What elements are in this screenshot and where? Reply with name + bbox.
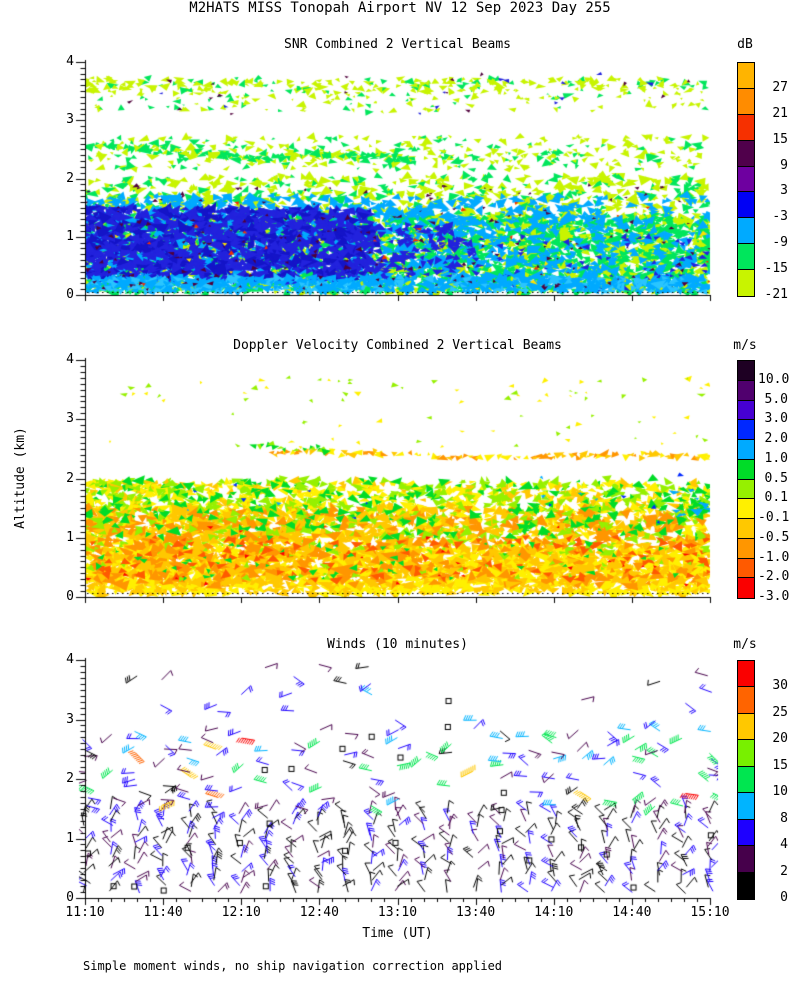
x-tick-label: 12:10 [221, 905, 261, 920]
y-tick-label: 1 [66, 529, 74, 545]
colorbar-tick-label: 30 [772, 678, 788, 694]
x-tick-label: 12:40 [299, 905, 339, 920]
colorbar-tick-label: 4 [780, 837, 788, 853]
colorbar-tick-label: 5.0 [764, 391, 788, 407]
colorbar-cell [738, 244, 754, 270]
colorbar-cell [738, 661, 754, 687]
y-tick-label: 2 [66, 170, 74, 186]
x-tick-label: 13:10 [377, 905, 418, 920]
colorbar-tick-label: -2.0 [758, 569, 790, 585]
y-tick-label: 3 [66, 711, 74, 727]
colorbar-cell [738, 519, 754, 539]
colorbar-tick-label: 21 [772, 105, 788, 121]
colorbar-cell [738, 846, 754, 872]
colorbar-tick-label: -3 [772, 209, 788, 225]
colorbar-doppler [737, 360, 755, 599]
colorbar-cell [738, 381, 754, 401]
panel-title-winds: Winds (10 minutes) [327, 637, 468, 652]
colorbar-cell [738, 63, 754, 89]
colorbar-cell [738, 440, 754, 460]
colorbar-tick-label: -1.0 [758, 549, 790, 565]
panel-title-snr: SNR Combined 2 Vertical Beams [284, 37, 511, 52]
colorbar-tick-label: 25 [772, 704, 788, 720]
colorbar-cell [738, 820, 754, 846]
colorbar-tick-label: 2.0 [764, 431, 788, 446]
colorbar-cell [738, 141, 754, 167]
colorbar-tick-label: -15 [764, 261, 788, 277]
colorbar-cell [738, 420, 754, 440]
footnote: Simple moment winds, no ship navigation correction applied [83, 959, 503, 973]
colorbar-unit-winds: m/s [733, 637, 757, 652]
colorbar-cell [738, 767, 754, 793]
x-axis-label: Time (UT) [362, 926, 433, 941]
x-tick-label: 14:10 [534, 905, 574, 920]
x-tick-label: 13:40 [456, 905, 496, 920]
colorbar-tick-label: 15 [772, 131, 788, 147]
colorbar-cell [738, 361, 754, 381]
colorbar-cell [738, 270, 754, 296]
colorbar-cell [738, 687, 754, 713]
colorbar-tick-label: 27 [772, 79, 788, 95]
colorbar-snr [737, 62, 755, 297]
y-tick-label: 1 [66, 830, 74, 846]
colorbar-cell [738, 480, 754, 500]
y-tick-label: 4 [66, 652, 74, 667]
y-tick-label: 0 [66, 890, 74, 905]
colorbar-tick-label: 0.5 [764, 470, 788, 486]
colorbar-cell [738, 873, 754, 899]
colorbar-tick-label: 8 [780, 810, 788, 826]
colorbar-tick-label: 0 [780, 890, 788, 905]
y-tick-label: 3 [66, 411, 74, 427]
y-tick-label: 3 [66, 112, 74, 128]
colorbar-cell [738, 192, 754, 218]
colorbar-tick-label: -9 [772, 235, 788, 251]
colorbar-cell [738, 499, 754, 519]
x-tick-label: 11:40 [143, 905, 183, 920]
colorbar-cell [738, 714, 754, 740]
y-axis-label: Altitude (km) [13, 427, 28, 529]
colorbar-tick-label: 0.1 [764, 490, 788, 506]
colorbar-tick-label: 10.0 [758, 371, 790, 387]
colorbar-cell [738, 578, 754, 598]
colorbar-tick-label: 1.0 [764, 450, 788, 466]
colorbar-unit-snr: dB [737, 37, 753, 52]
figure-title: M2HATS MISS Tonopah Airport NV 12 Sep 2023 Day 255 [189, 0, 611, 16]
panel-title-doppler: Doppler Velocity Combined 2 Vertical Beams [233, 338, 562, 353]
colorbar-tick-label: 20 [772, 731, 788, 747]
colorbar-cell [738, 218, 754, 244]
colorbar-tick-label: 2 [780, 863, 788, 879]
y-tick-label: 1 [66, 228, 74, 244]
colorbar-cell [738, 740, 754, 766]
colorbar-tick-label: -3.0 [758, 589, 790, 604]
colorbar-cell [738, 89, 754, 115]
y-tick-label: 2 [66, 771, 74, 786]
colorbar-cell [738, 167, 754, 193]
colorbar-cell [738, 793, 754, 819]
colorbar-tick-label: 3 [780, 183, 788, 199]
colorbar-tick-label: 15 [772, 757, 788, 773]
colorbar-tick-label: -21 [764, 287, 788, 302]
x-tick-label: 15:10 [690, 905, 730, 920]
colorbar-tick-label: 10 [772, 784, 788, 800]
colorbar-cell [738, 539, 754, 559]
colorbar-tick-label: 9 [780, 157, 788, 173]
x-tick-label: 14:40 [612, 905, 652, 920]
colorbar-cell [738, 559, 754, 579]
colorbar-tick-label: -0.1 [758, 510, 790, 525]
colorbar-cell [738, 115, 754, 141]
colorbar-cell [738, 460, 754, 480]
colorbar-winds [737, 660, 755, 900]
y-tick-label: 2 [66, 470, 74, 486]
x-tick-label: 11:10 [65, 905, 105, 920]
colorbar-unit-doppler: m/s [733, 338, 757, 353]
y-tick-label: 0 [66, 589, 74, 604]
y-tick-label: 4 [66, 352, 74, 367]
colorbar-tick-label: -0.5 [758, 529, 790, 545]
y-tick-label: 4 [66, 54, 74, 69]
colorbar-cell [738, 401, 754, 421]
colorbar-tick-label: 3.0 [764, 411, 788, 427]
y-tick-label: 0 [66, 287, 74, 302]
